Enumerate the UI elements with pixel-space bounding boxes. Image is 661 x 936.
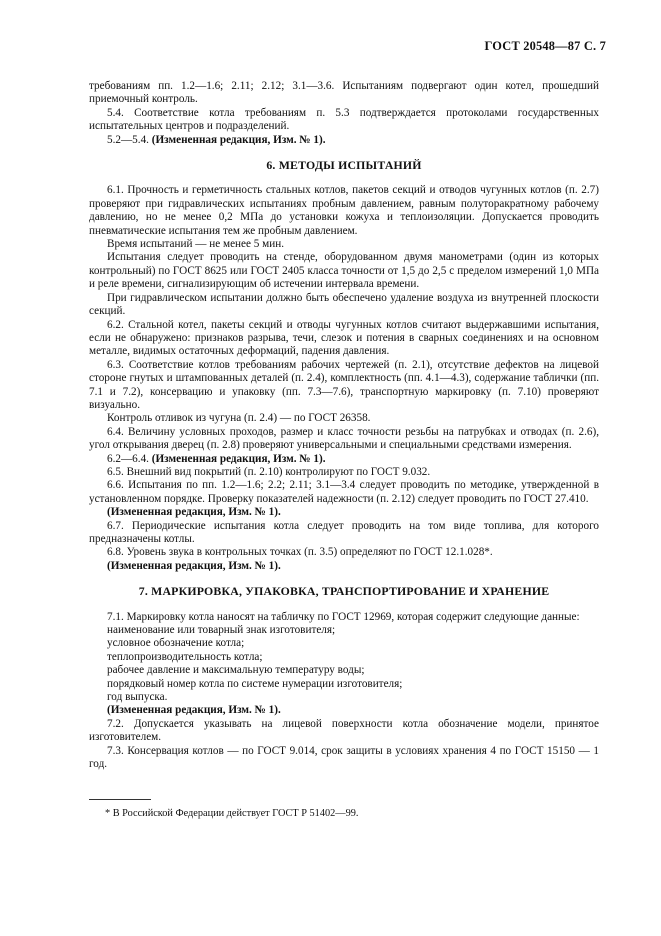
- paragraph: [89, 520, 599, 547]
- paragraph-text: 7.2. Допускается указывать на лицевой поверхности котла обозначение модели, принятое изготовителем.: [89, 717, 599, 744]
- paragraph: [89, 611, 599, 624]
- paragraph: [89, 238, 599, 251]
- paragraph: [89, 107, 599, 134]
- section-heading: [89, 585, 599, 598]
- amendment-note: (Измененная редакция, Изм. № 1).: [151, 452, 326, 465]
- paragraph-text: 6.3. Соответствие котлов требованиям рабочих чертежей (п. 2.1), отсутствие дефектов на лицевой стороне гнутых и штампованных деталей (п. 2.4), комплектность (пп. 4.1—4.3), содержание таблички (пп. 7.1 и 7.2), консервацию и упаковку (пп. 7.3—7.6), транспортную маркировку (п. 7.10) проверяют визуально.: [89, 358, 599, 411]
- paragraph: [89, 453, 599, 466]
- paragraph-text: 6.2—6.4.: [107, 452, 152, 465]
- paragraph-text: Испытания следует проводить на стенде, оборудованном двумя манометрами (один из которых контрольный) по ГОСТ 8625 или ГОСТ 2405 класса точности от 1,5 до 2,5 с пределом измерений 1,0 МПа и реле времени, сигнализирующим об истечении интервала времени.: [89, 251, 599, 291]
- paragraph: [89, 651, 599, 664]
- paragraph: [89, 718, 599, 745]
- paragraph-text: 7.3. Консервация котлов — по ГОСТ 9.014, срок защиты в условиях хранения 4 по ГОСТ 15150 — 1 год.: [89, 744, 599, 771]
- paragraph: [89, 546, 599, 559]
- paragraph-text: 6.4. Величину условных проходов, размер и класс точности резьбы на патрубках и отводах (п. 2.6), угол открывания дверец (п. 2.8) проверяют универсальными и специальными средствами измерения.: [89, 425, 599, 452]
- paragraph-text: 6.6. Испытания по пп. 1.2—1.6; 2.2; 2.11; 3.1—3.4 следует проводить по методике, утвержденной в установленном порядке. Проверку показателей надежности (п. 2.12) следует проводить по ГОСТ 27.410.: [89, 479, 599, 505]
- document-body: [89, 80, 599, 772]
- paragraph: [89, 466, 599, 479]
- amendment-note: (Измененная редакция, Изм. № 1).: [151, 133, 326, 146]
- paragraph: [89, 426, 599, 453]
- paragraph-text: (Измененная редакция, Изм. № 1).: [107, 704, 281, 717]
- paragraph: [89, 80, 599, 107]
- paragraph: [89, 134, 599, 147]
- paragraph: [89, 664, 599, 677]
- paragraph-text: 6. МЕТОДЫ ИСПЫТАНИЙ: [266, 158, 422, 173]
- paragraph: [89, 251, 599, 291]
- paragraph: [89, 292, 599, 319]
- paragraph-text: порядковый номер котла по системе нумерации изготовителя;: [107, 677, 403, 690]
- paragraph-text: рабочее давление и максимальную температуру воды;: [107, 664, 365, 677]
- paragraph: [89, 691, 599, 704]
- paragraph: [89, 704, 599, 717]
- page-header: ГОСТ 20548—87 С. 7: [484, 39, 606, 53]
- paragraph: [89, 506, 599, 519]
- paragraph-text: 6.2. Стальной котел, пакеты секций и отводы чугунных котлов считают выдержавшими испытания, если не обнаружено: признаков разрыва, течи, слезок и потения в сварных соединениях и на основном металле, видимых остаточных деформаций, падения давления.: [89, 318, 599, 358]
- paragraph: [89, 184, 599, 238]
- section-heading: [89, 159, 599, 172]
- paragraph-text: Время испытаний — не менее 5 мин.: [107, 238, 284, 251]
- paragraph: [89, 745, 599, 772]
- paragraph-text: условное обозначение котла;: [107, 637, 245, 650]
- paragraph-text: 7. МАРКИРОВКА, УПАКОВКА, ТРАНСПОРТИРОВАНИЕ И ХРАНЕНИЕ: [138, 584, 550, 599]
- paragraph-text: теплопроизводительность котла;: [107, 650, 263, 663]
- paragraph: [89, 359, 599, 413]
- paragraph-text: 6.7. Периодические испытания котла следует проводить на том виде топлива, для которого предназначены котлы.: [89, 519, 599, 545]
- paragraph-text: 5.4. Соответствие котла требованиям п. 5.3 подтверждается протоколами государственных испытательных центров и подразделений.: [89, 106, 599, 133]
- paragraph-text: При гидравлическом испытании должно быть обеспечено удаление воздуха из внутренней плоскости секций.: [89, 291, 599, 318]
- paragraph: [89, 319, 599, 359]
- paragraph: [89, 560, 599, 573]
- paragraph-text: 5.2—5.4.: [107, 133, 152, 146]
- footnote: * В Российской Федерации действует ГОСТ Р 51402—99.: [105, 808, 359, 819]
- paragraph-text: наименование или товарный знак изготовителя;: [107, 624, 336, 637]
- paragraph: [89, 412, 599, 425]
- paragraph-text: Контроль отливок из чугуна (п. 2.4) — по ГОСТ 26358.: [107, 412, 371, 425]
- paragraph-text: (Измененная редакция, Изм. № 1).: [107, 506, 281, 519]
- footnote-divider: [89, 799, 151, 800]
- paragraph-text: 6.5. Внешний вид покрытий (п. 2.10) контролируют по ГОСТ 9.032.: [107, 465, 431, 478]
- paragraph-text: (Измененная редакция, Изм. № 1).: [107, 559, 281, 572]
- paragraph-text: требованиям пп. 1.2—1.6; 2.11; 2.12; 3.1—3.6. Испытаниям подвергают один котел, прошедший приемочный контроль.: [89, 80, 599, 106]
- paragraph-text: 6.1. Прочность и герметичность стальных котлов, пакетов секций и отводов чугунных котлов (п. 2.7) проверяют при гидравлических испытаниях пробным давлением, равным полуторакратному рабочему давлению, но не менее 0,2 МПа до установки кожуха и теплоизоляции. Допускается проводить пневматические испытания тем же пробным давлением.: [89, 184, 599, 237]
- paragraph: [89, 479, 599, 506]
- paragraph-text: год выпуска.: [107, 691, 168, 704]
- paragraph-text: 6.8. Уровень звука в контрольных точках (п. 3.5) определяют по ГОСТ 12.1.028*.: [107, 546, 493, 559]
- paragraph: [89, 637, 599, 650]
- paragraph: [89, 624, 599, 637]
- paragraph: [89, 678, 599, 691]
- paragraph-text: 7.1. Маркировку котла наносят на табличку по ГОСТ 12969, которая содержит следующие данные:: [107, 610, 580, 623]
